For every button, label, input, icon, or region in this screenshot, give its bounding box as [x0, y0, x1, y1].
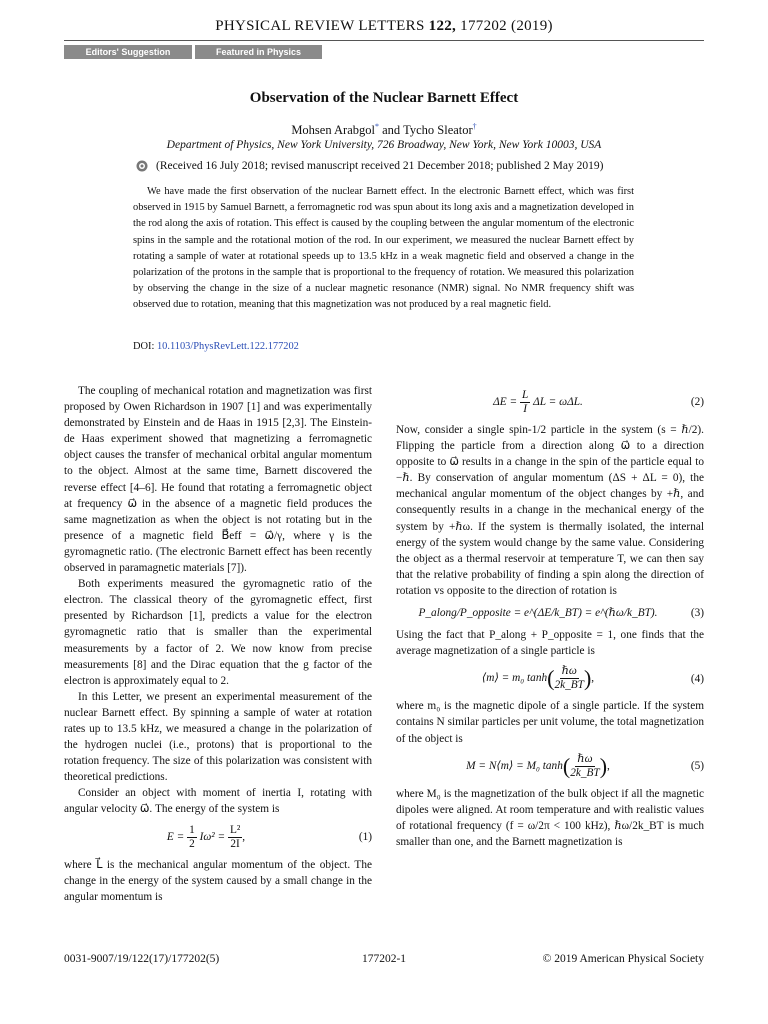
author-conjunction: and — [379, 123, 404, 138]
doi-label: DOI: — [133, 341, 155, 352]
eq1-fraction-a — [187, 824, 197, 851]
eq4-number: (4) — [690, 672, 704, 685]
paragraph: Both experiments measured the gyromagnetic ratio of the electron. The classical theory of the gyromagnetic effect, first presented by Richardson [1], predicts a value for the electron gyromagnetic ratio that is smaller than the experimental measurements by a factor of 2. We now know from precise measurements [8] and the Dirac equation that the g factor of the electron is approximately equal to 2. — [64, 578, 372, 687]
paragraph: where m₀ is the magnetic dipole of a single particle. If the system contains N similar particles per unit volume, the total magnetization of the object is — [396, 700, 704, 745]
footer-issn: 0031-9007/19/122(17)/177202(5) — [64, 953, 220, 965]
author-2-mark[interactable]: † — [472, 122, 477, 131]
eq3-body: P_along/P_opposite = e^(ΔE/k_BT) = e^(ℏω/k_BT). — [418, 607, 658, 620]
author-1-mark[interactable]: * — [375, 122, 379, 131]
badges — [64, 45, 322, 59]
eq2-fraction — [520, 389, 530, 416]
footer-copyright: © 2019 American Physical Society — [542, 953, 704, 965]
paragraph: Now, consider a single spin-1/2 particle in the system (s = ℏ/2). Flipping the particle from a direction along ω⃗ to a direction opposite to ω⃗ results in a change in the spin of the particle equal to −ℏ. By conservation of angular momentum (ΔS + ΔL = 0), the mechanical angular momentum of the object changes by +ℏ, and consequently results in a change in the mechanical energy of the system by +ℏω. If the system is thermally isolated, the internal energy of the system would change by the same value. Considering the object as a thermal reservoir at temperature T, we can then say that the relative probability of finding a spin along the direction of rotation vs opposite to the direction of rotation is — [396, 424, 704, 597]
eq1-lhs: E = — [166, 830, 185, 843]
editors-suggestion-badge[interactable]: Editors' Suggestion — [64, 45, 192, 59]
header-rule — [64, 40, 704, 41]
paragraph: where L⃗ is the mechanical angular momentum of the object. The change in the energy of the system caused by a small change in the angular momentum is — [64, 858, 372, 903]
eq4-end: , — [591, 672, 595, 685]
journal-volume: 122, — [428, 18, 457, 34]
received-line — [136, 160, 676, 172]
eq5-lhs: M = N⟨m⟩ = M₀ tanh — [466, 759, 563, 772]
equation-3 — [396, 605, 704, 621]
equation-5: M = N⟨m⟩ = M₀ tanh( $\frac{\text{ℏω}}{2k\_BT}$ ), (5) — [466, 752, 704, 779]
equation-1 — [64, 824, 372, 851]
paragraph: where M₀ is the magnetization of the bulk object if all the magnetic dipoles were aligned. At room temperature and with realistic values of rotational frequency (f = ω/2π < 100 kHz), ℏω/2k_BT is much smaller than one, and the Barnett magnetization is — [396, 787, 704, 848]
authors — [0, 122, 768, 138]
abstract: We have made the first observation of the nuclear Barnett effect. In the electronic Barnett effect, which was first observed in 1915 by Samuel Barnett, a ferromagnetic rod was spun about its long axis and a magnetization developed in the rod along the axis of rotation. This effect is caused by the coupling between the angular momentum of the electronic spins in the sample and the rotational motion of the rod. In our experiment, we measured the nuclear Barnett effect by rotating a sample of water at rotational speeds up to 13.5 kHz in a weak magnetic field and observed a change in the polarization of the protons in the sample that is proportional to the frequency of rotation. We measured this polarization by observing the change in the size of a nuclear magnetic resonance (NMR) signal. No NMR frequency shift was observed due to rotation, meaning that this magnetization was not produced by a real magnetic field. — [133, 186, 634, 311]
eq2-rhs: ΔL = ωΔL. — [533, 396, 583, 409]
doi-link[interactable]: 10.1103/PhysRevLett.122.177202 — [156, 341, 299, 352]
right-column — [396, 383, 704, 850]
eq2-lhs: ΔE = — [493, 396, 518, 409]
featured-in-physics-badge[interactable]: Featured in Physics — [195, 45, 322, 59]
article-number: 177202 (2019) — [460, 18, 553, 34]
equation-2 — [396, 389, 704, 416]
eq2-den: I — [523, 403, 528, 415]
paragraph: In this Letter, we present an experimental measurement of the nuclear Barnett effect. By spinning a sample of water at rotation rates up to 13.5 kHz, we measured a change in the polarization of the hydrogen nuclei (i.e., protons) that is proportional to the rotation frequency. The size of this polarization was consistent with theoretical predictions. — [64, 690, 372, 784]
eq4-num: ℏω — [561, 665, 577, 678]
author-2: Tycho Sleator — [403, 123, 473, 138]
paper-title: Observation of the Nuclear Barnett Effect — [249, 90, 519, 106]
journal-header — [0, 18, 768, 35]
eq5-number: (5) — [690, 760, 704, 773]
eq1-end: , — [242, 830, 246, 843]
eq2-num: L — [521, 389, 529, 401]
eq1-mid: Iω² = — [199, 830, 226, 843]
equation-4: ⟨m⟩ = m₀ tanh( $\frac{\text{ℏω}}{2k\_BT}$ ), (4) — [481, 665, 704, 692]
eq4-den: 2k_BT — [554, 679, 584, 692]
eq5-fraction — [570, 753, 600, 780]
paragraph: Consider an object with moment of inertia I, rotating with angular velocity ω⃗. The energy of the system is — [64, 787, 372, 816]
paragraph: The coupling of mechanical rotation and magnetization was first proposed by Owen Richardson in 1907 [1] and was experimentally demonstrated by Einstein and de Haas in 1915 [2,3]. The Einstein-de Haas experiment showed that magnetizing a ferromagnetic object causes the transfer of mechanical orbital angular momentum to the object. Almost at the same time, Barnett discovered the reverse effect [4–6]. He found that rotating a ferromagnetic object at frequency ω⃗ in the absence of a magnetic field produces the same magnetization as when the object is not rotating but in the presence of a magnetic field B⃗eff = ω⃗/γ, where γ is the gyromagnetic ratio. (The electronic Barnett effect has been recently observed in paramagnetic materials [7]). — [64, 385, 372, 575]
eq5-end: , — [607, 759, 610, 772]
journal-name: PHYSICAL REVIEW LETTERS — [215, 18, 425, 34]
eq2-number: (2) — [690, 396, 704, 409]
eq5-den: 2k_BT — [570, 766, 600, 779]
eq4-fraction — [554, 665, 584, 692]
eq4-lhs: ⟨m⟩ = m₀ tanh — [481, 672, 548, 685]
eq1-fraction-b — [228, 824, 242, 851]
doi — [133, 341, 299, 352]
paragraph: Using the fact that P_along + P_opposite = 1, one finds that the average magnetization of a single particle is — [396, 629, 704, 658]
eq1-number: (1) — [358, 830, 372, 843]
crossmark-icon[interactable] — [136, 160, 148, 172]
eq1-b-den: 2I — [230, 837, 240, 850]
footer-page-number: 177202-1 — [361, 953, 407, 965]
affiliation: Department of Physics, New York University, 726 Broadway, New York, New York 10003, USA — [166, 139, 602, 151]
left-column — [64, 383, 372, 905]
eq3-number: (3) — [690, 607, 704, 620]
eq1-a-num: 1 — [189, 823, 195, 836]
eq1-a-den: 2 — [189, 837, 195, 850]
received-dates: (Received 16 July 2018; revised manuscript received 21 December 2018; published 2 May 2019) — [156, 160, 604, 172]
eq5-num: ℏω — [577, 752, 593, 765]
eq1-b-num: L² — [229, 823, 241, 836]
author-1: Mohsen Arabgol — [291, 123, 375, 138]
